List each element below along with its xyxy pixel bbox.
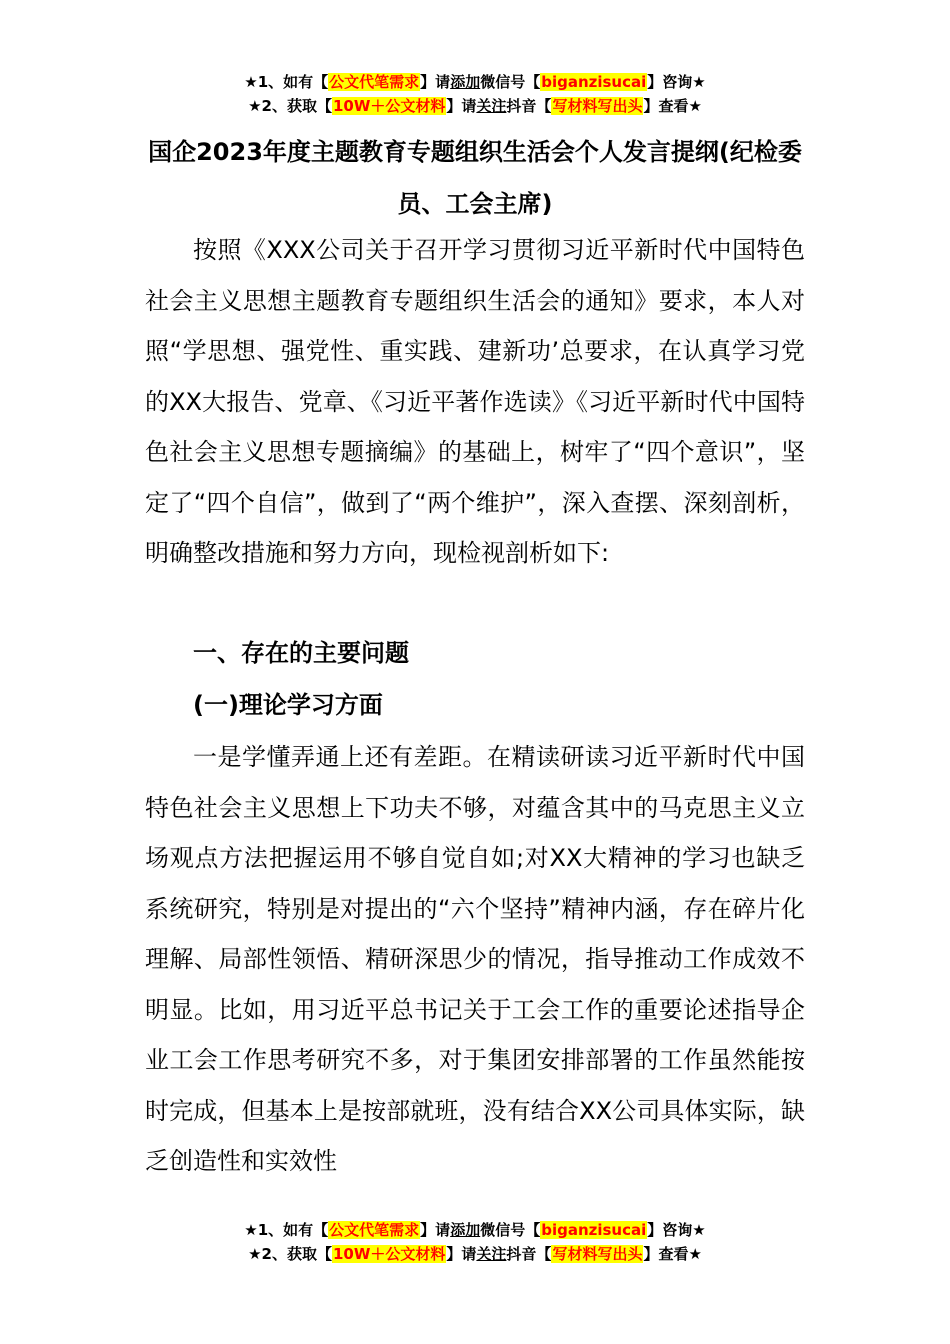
banner-highlight: biganzisucai: [541, 73, 647, 91]
banner-line-1: [0, 70, 950, 94]
banner-highlight: 公文代笔需求: [329, 1221, 420, 1239]
banner-text: ★1、如有【: [244, 73, 329, 91]
document-title: 国企2023年度主题教育专题组织生活会个人发言提纲(纪检委员、工会主席): [148, 138, 802, 218]
footer-banner: [0, 1218, 950, 1266]
header-banner: [0, 70, 950, 118]
banner-underline: 关注: [476, 97, 507, 115]
banner-line-1: [0, 1218, 950, 1242]
banner-highlight: 写材料写出头: [552, 97, 643, 115]
banner-text: ★2、获取【: [248, 97, 332, 115]
banner-text: 微信号【: [480, 1221, 541, 1239]
banner-line-2: [0, 94, 950, 118]
banner-highlight: biganzisucai: [541, 1221, 647, 1239]
banner-text: 】请: [420, 73, 451, 91]
banner-highlight: 10W＋公文材料: [332, 1245, 446, 1263]
banner-text: 】查看★: [643, 97, 702, 115]
section-heading: 一、存在的主要问题: [193, 639, 409, 667]
banner-text: 】请: [446, 97, 477, 115]
banner-text: 抖音【: [506, 1245, 552, 1263]
banner-text: 】请: [446, 1245, 477, 1263]
body-paragraph: 一是学懂弄通上还有差距。在精读研读习近平新时代中国特色社会主义思想上下功夫不够，对蕴含其中的马克思主义立场观点方法把握运用不够自觉自如;对XX大精神的学习也缺乏系统研究，特别是对提出的“六个坚持”精神内涵，存在碎片化理解、局部性领悟、精研深思少的情况，指导推动工作成效不明显。比如，用习近平总书记关于工会工作的重要论述指导企业工会工作思考研究不多，对于集团安排部署的工作虽然能按时完成，但基本上是按部就班，没有结合XX公司具体实际，缺乏创造性和实效性: [145, 743, 805, 1175]
banner-highlight: 公文代笔需求: [329, 73, 420, 91]
subsection-heading: (一)理论学习方面: [193, 691, 383, 719]
banner-text: 抖音【: [506, 97, 552, 115]
banner-text: ★1、如有【: [244, 1221, 329, 1239]
banner-text: 】请: [420, 1221, 451, 1239]
intro-paragraph: 按照《XXX公司关于召开学习贯彻习近平新时代中国特色社会主义思想主题教育专题组织生活会的通知》要求，本人对照“学思想、强党性、重实践、建新功’总要求，在认真学习党的XX大报告、党章、《习近平著作选读》《习近平新时代中国特色社会主义思想专题摘编》的基础上，树牢了“四个意识”，坚定了“四个自信”，做到了“两个维护”，深入查摆、深刻剖析，明确整改措施和努力方向，现检视剖析如下:: [145, 236, 805, 567]
banner-underline: 添加: [450, 73, 481, 91]
banner-highlight: 10W＋公文材料: [332, 97, 446, 115]
banner-text: 微信号【: [480, 73, 541, 91]
banner-text: 】查看★: [643, 1245, 702, 1263]
banner-underline: 关注: [476, 1245, 507, 1263]
banner-highlight: 写材料写出头: [552, 1245, 643, 1263]
banner-underline: 添加: [450, 1221, 481, 1239]
banner-text: 】咨询★: [647, 73, 706, 91]
banner-text: 】咨询★: [647, 1221, 706, 1239]
banner-line-2: [0, 1242, 950, 1266]
banner-text: ★2、获取【: [248, 1245, 332, 1263]
